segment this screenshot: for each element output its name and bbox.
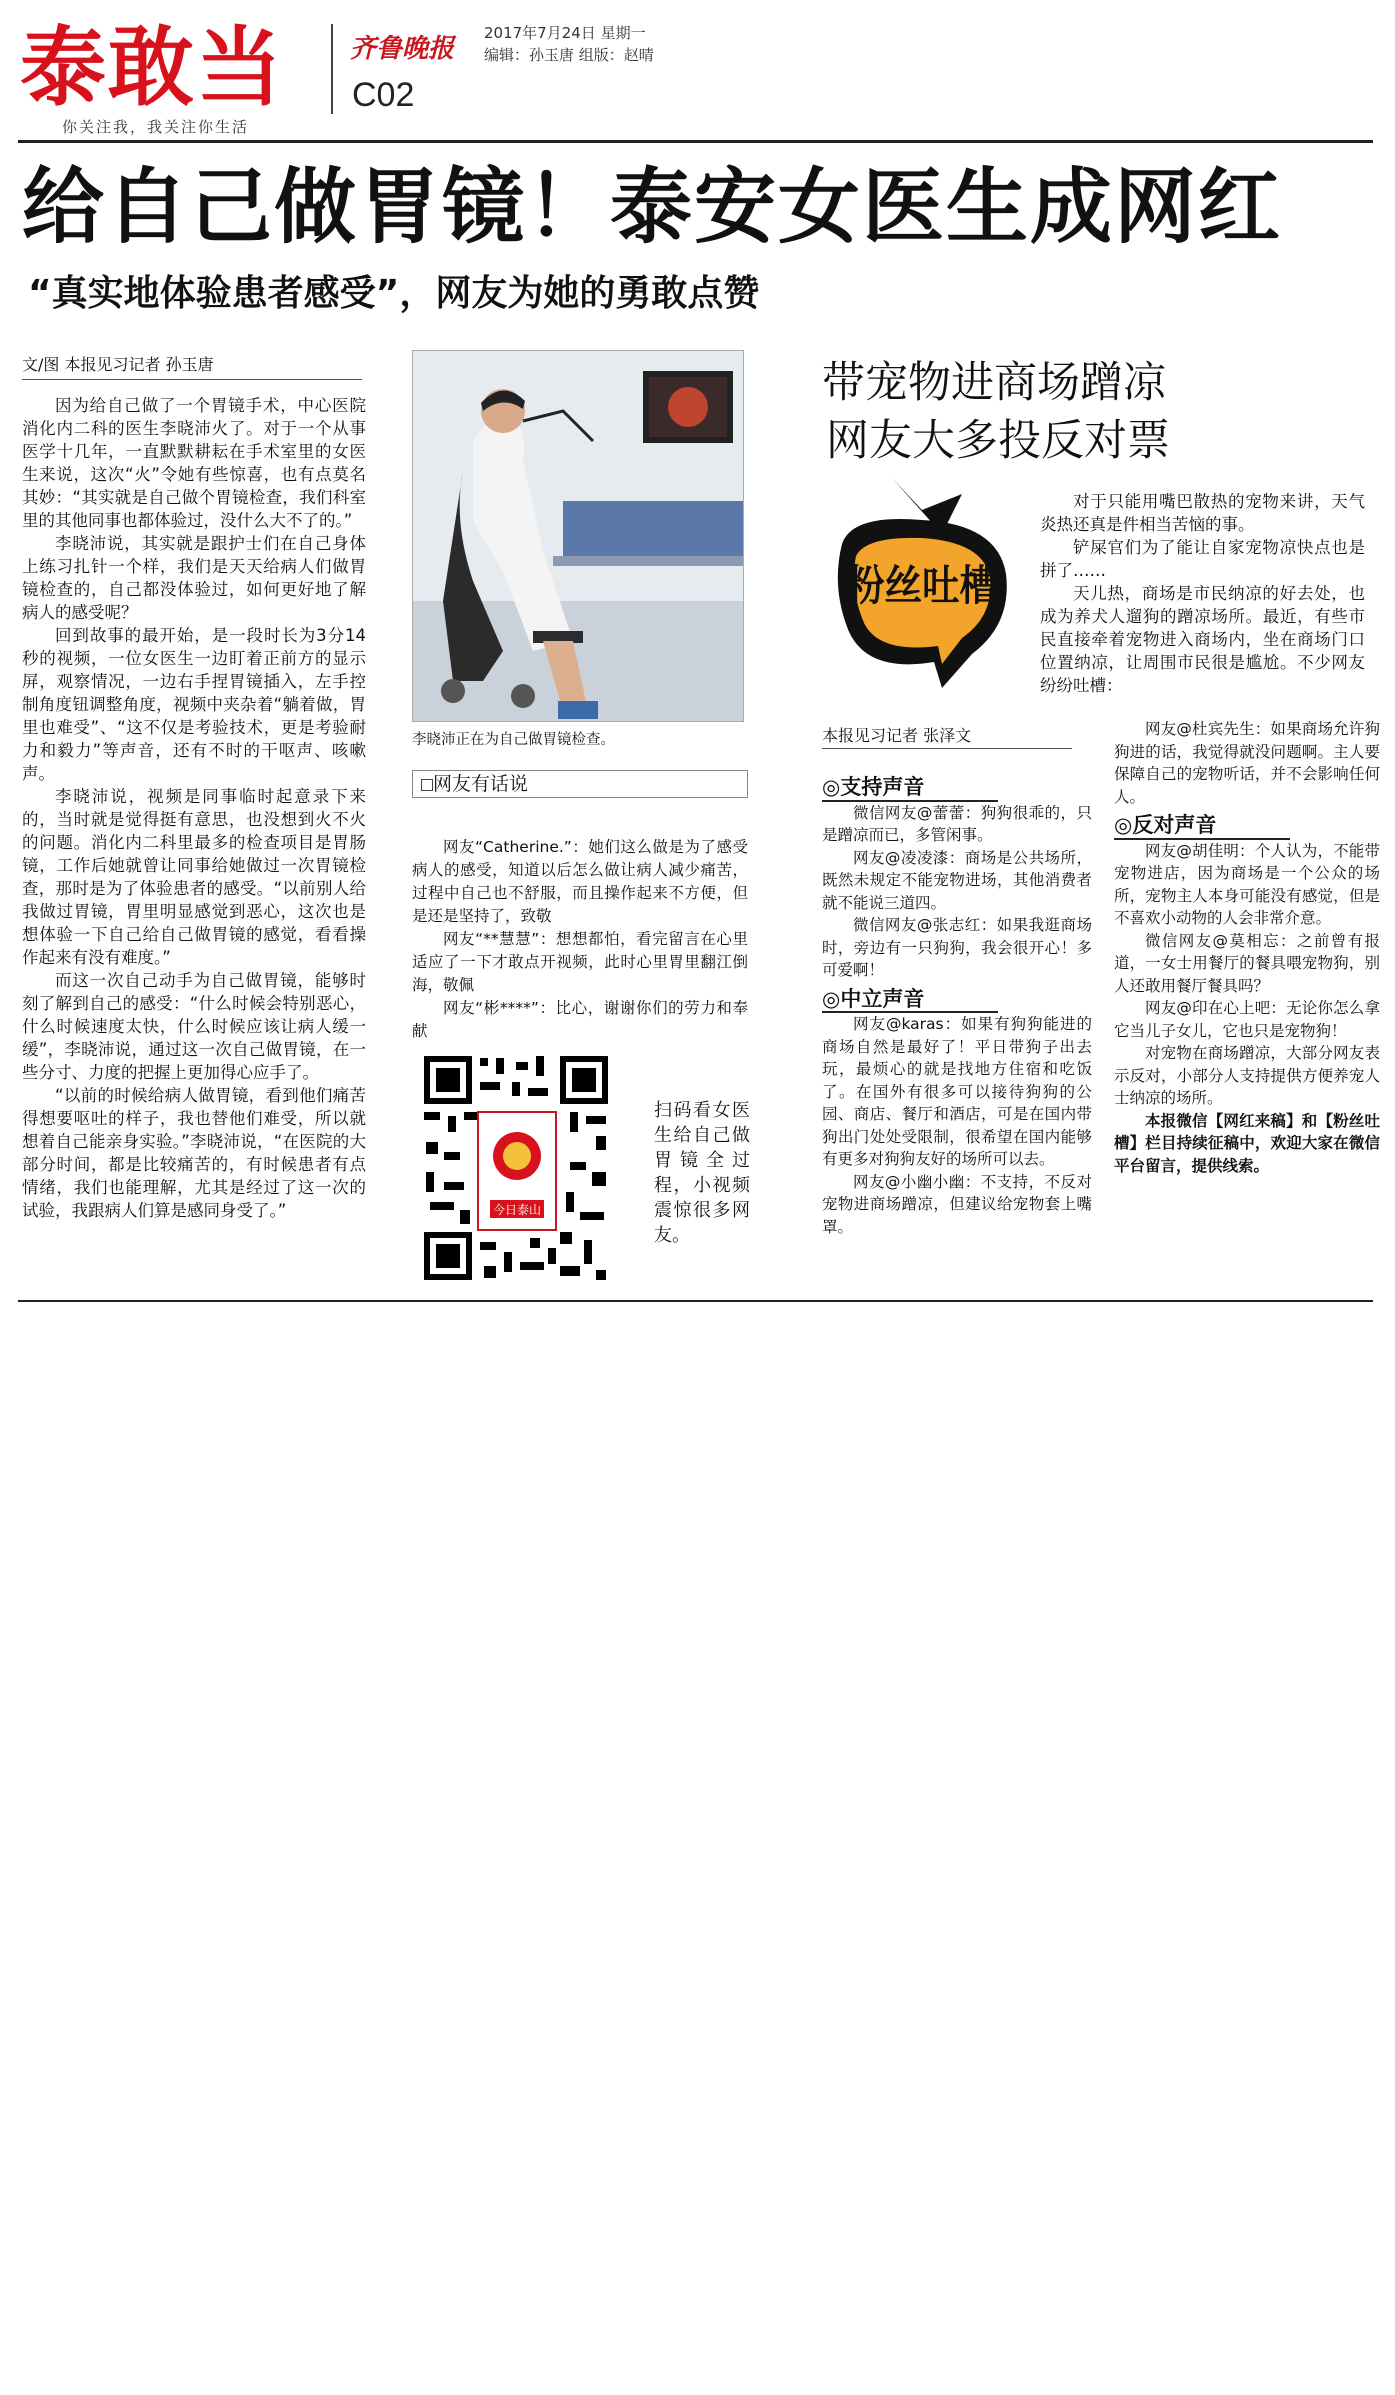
comment-item	[1114, 718, 1380, 808]
side-column-1	[822, 776, 1092, 1238]
comment-item	[1114, 930, 1380, 998]
comment-text: 如果我逛商场时，旁边有一只狗狗，我会很开心！多可爱啊！	[822, 916, 1092, 979]
article-paragraph: 而这一次自己动手为自己做胃镜，能够时刻了解到自己的感受：“什么时候会特别恶心，什么时候速度太快，什么时候应该让病人缓一缓”，李晓沛说，通过这一次自己做胃镜，在一些分寸、力度的把握上更加得心应手了。	[22, 971, 366, 1082]
comment-text: 她们这么做是为了感受病人的感受，知道以后怎么做让病人减少痛苦，过程中自己也不舒服，而且操作起来不方便，但是还是坚持了，致敬	[412, 838, 748, 925]
comment-text: 个人认为，不能带宠物进店，因为商场是一个公众的场所，宠物主人本身可能没有感觉，但是不喜欢小动物的人会非常介意。	[1114, 841, 1380, 927]
comment-text: 商场是公共场所，既然未规定不能宠物进场，其他消费者就不能说三道四。	[822, 848, 1092, 912]
qr-label: 今日泰山	[492, 1203, 542, 1217]
comment-author: 网友@杜宾先生：	[1145, 720, 1271, 738]
article-paragraph: 因为给自己做了一个胃镜手术，中心医院消化内二科的医生李晓沛火了。对于一个从事医学十几年，一直默默耕耘在手术室里的女医生来说，这次“火”令她有些惊喜，也有点莫名其妙：“其实就是自己做个胃镜检查，我们科室里的其他同事也都体验过，没什么大不了的。”	[22, 396, 366, 530]
comment-item	[412, 928, 748, 997]
comment-item	[822, 847, 1092, 915]
side-column-2	[1114, 718, 1380, 1177]
side-headline-line: 带宠物进商场蹭凉	[822, 358, 1166, 408]
qr-code-graphic	[420, 1052, 612, 1284]
intro-paragraph: 铲屎官们为了能让自家宠物凉快点也是拼了……	[1040, 538, 1365, 580]
intro-paragraph: 对于只能用嘴巴散热的宠物来讲，天气炎热还真是件相当苦恼的事。	[1040, 492, 1365, 534]
call-to-action: 本报微信【网红来稿】和【粉丝吐槽】栏目持续征稿中，欢迎大家在微信平台留言，提供线索。	[1114, 1111, 1380, 1175]
section-support-heading: ◎支持声音	[822, 776, 998, 802]
qr-code[interactable]	[420, 1052, 612, 1284]
comment-author: 网友“彬****”：	[443, 999, 556, 1017]
comment-text: 如果商场允许狗狗进的话，我觉得就没问题啊。主人要保障自己的宠物听话，并不会影响任何人。	[1114, 720, 1380, 806]
comment-author: 微信网友@张志红：	[853, 916, 997, 934]
comment-author: 微信网友@蕾蕾：	[853, 803, 981, 822]
doctor-photo	[412, 350, 744, 722]
side-headline-line: 网友大多投反对票	[826, 416, 1170, 466]
comment-item	[412, 997, 748, 1043]
netizen-comments	[412, 836, 748, 1043]
intro-paragraph: 天儿热，商场是市民纳凉的好去处，也成为养犬人遛狗的蹭凉场所。最近，有些市民直接牵着宠物进入商场内，坐在商场门口位置纳凉，让周围市民很是尴尬。不少网友纷纷吐槽：	[1040, 584, 1365, 695]
top-rule	[18, 140, 1373, 143]
main-headline: 给自己做胃镜！泰安女医生成网红	[22, 160, 1283, 255]
photo-illustration	[413, 351, 744, 722]
comment-author: 网友@凌凌漆：	[853, 848, 965, 867]
side-headline	[822, 354, 1342, 470]
comment-author: 网友@karas：	[853, 1015, 962, 1033]
comment-item	[822, 914, 1092, 982]
comment-item	[1114, 997, 1380, 1042]
comment-author: 网友@胡佳明：	[1145, 841, 1255, 860]
comment-text: 无论你怎么拿它当儿子女儿，它也只是宠物狗！	[1114, 999, 1380, 1040]
side-intro	[1040, 490, 1365, 697]
comment-author: 网友“Catherine.”：	[443, 838, 589, 856]
comment-text: 比心，谢谢你们的劳力和奉献	[412, 999, 748, 1040]
section-title: 泰敢当	[20, 18, 284, 118]
newspaper-logo: 齐鲁晚报	[350, 34, 455, 64]
comment-author: 网友@小幽小幽：	[853, 1172, 981, 1191]
comment-item	[1114, 840, 1380, 930]
comment-author: 网友“**慧慧”：	[443, 930, 556, 948]
comment-item	[822, 802, 1092, 847]
sub-headline: “真实地体验患者感受”，网友为她的勇敢点赞	[28, 273, 760, 314]
qr-caption: 扫码看女医生给自己做胃镜全过程，小视频震惊很多网友。	[654, 1100, 750, 1246]
page-number: C02	[352, 76, 415, 114]
comment-text: 不支持，不反对宠物进商场蹭凉，但建议给宠物套上嘴罩。	[822, 1172, 1092, 1236]
article-byline: 文/图 本报见习记者 孙玉唐	[22, 352, 362, 380]
comment-text: 如果有狗狗能进的商场自然是最好了！平日带狗子出去玩，最烦心的就是找地方住宿和吃饭了。在国外有很多可以接待狗狗的公园、商店、餐厅和酒店，可是在国内带狗出门处处受限制，很希望在国内能够有更多对狗狗友好的场所可以去。	[822, 1015, 1092, 1168]
speech-bubble-icon	[822, 474, 1022, 694]
comment-item	[822, 1013, 1092, 1171]
comment-item	[822, 1171, 1092, 1239]
comment-author: 微信网友@莫相忘：	[1145, 931, 1297, 950]
conclusion-paragraph: 对宠物在商场蹭凉，大部分网友表示反对，小部分人支持提供方便养宠人士纳凉的场所。	[1114, 1044, 1380, 1107]
comment-text: 狗狗很乖的，只是蹭凉而已，多管闲事。	[822, 803, 1092, 844]
comment-text: 想想都怕，看完留言在心里适应了一下才敢点开视频，此时心里胃里翻江倒海，敬佩	[412, 930, 748, 994]
editor-credit: 编辑：孙玉唐 组版：赵晴	[484, 46, 654, 64]
bottom-rule	[18, 1300, 1373, 1302]
section-neutral-heading: ◎中立声音	[822, 988, 998, 1014]
logo-text: 粉丝吐槽	[847, 561, 997, 610]
comment-author: 网友@印在心上吧：	[1145, 999, 1287, 1017]
article-paragraph: 李晓沛说，视频是同事临时起意录下来的，当时就是觉得挺有意思，也没想到火不火的问题。消化内二科里最多的检查项目是胃肠镜，工作后她就曾让同事给她做过一次胃镜检查，那时是为了体验患者的感受。“以前别人给我做过胃镜，胃里明显感觉到恶心，这次也是想体验一下自己给自己做胃镜的感觉，看看操作起来有没有难度。”	[22, 787, 366, 967]
photo-caption: 李晓沛正在为自己做胃镜检查。	[412, 732, 615, 748]
fan-complaint-logo	[822, 474, 1022, 694]
article-paragraph: 李晓沛说，其实就是跟护士们在自己身体上练习扎针一个样，我们是天天给病人们做胃镜检查的，自己都没体验过，如何更好地了解病人的感受呢？	[22, 534, 366, 622]
comment-item	[412, 836, 748, 928]
issue-date: 2017年7月24日 星期一	[484, 24, 646, 42]
article-paragraph: 回到故事的最开始，是一段时长为3分14秒的视频，一位女医生一边盯着正前方的显示屏，观察情况，一边右手捏胃镜插入，左手控制角度钮调整角度，视频中夹杂着“躺着做，胃里也难受”、“这不仅是考验技术，更是考验耐力和毅力”等声音，还有不时的干呕声、咳嗽声。	[22, 626, 366, 783]
article-body	[22, 394, 366, 1222]
side-byline: 本报见习记者 张泽文	[822, 723, 1072, 749]
section-oppose-heading: ◎反对声音	[1114, 814, 1290, 840]
masthead-divider	[331, 24, 333, 114]
article-paragraph: “以前的时候给病人做胃镜，看到他们痛苦得想要呕吐的样子，我也替他们难受，所以就想着自己能亲身实验。”李晓沛说，“在医院的大部分时间，都是比较痛苦的，有时候患者有点情绪，我们也能理解，尤其是经过了这一次的试验，我跟病人们算是感同身受了。”	[22, 1086, 366, 1220]
netizen-box-header: 网友有话说	[412, 770, 748, 798]
comment-text: 之前曾有报道，一女士用餐厅的餐具喂宠物狗，别人还敢用餐厅餐具吗？	[1114, 931, 1380, 995]
section-slogan: 你关注我，我关注你生活	[62, 118, 250, 136]
